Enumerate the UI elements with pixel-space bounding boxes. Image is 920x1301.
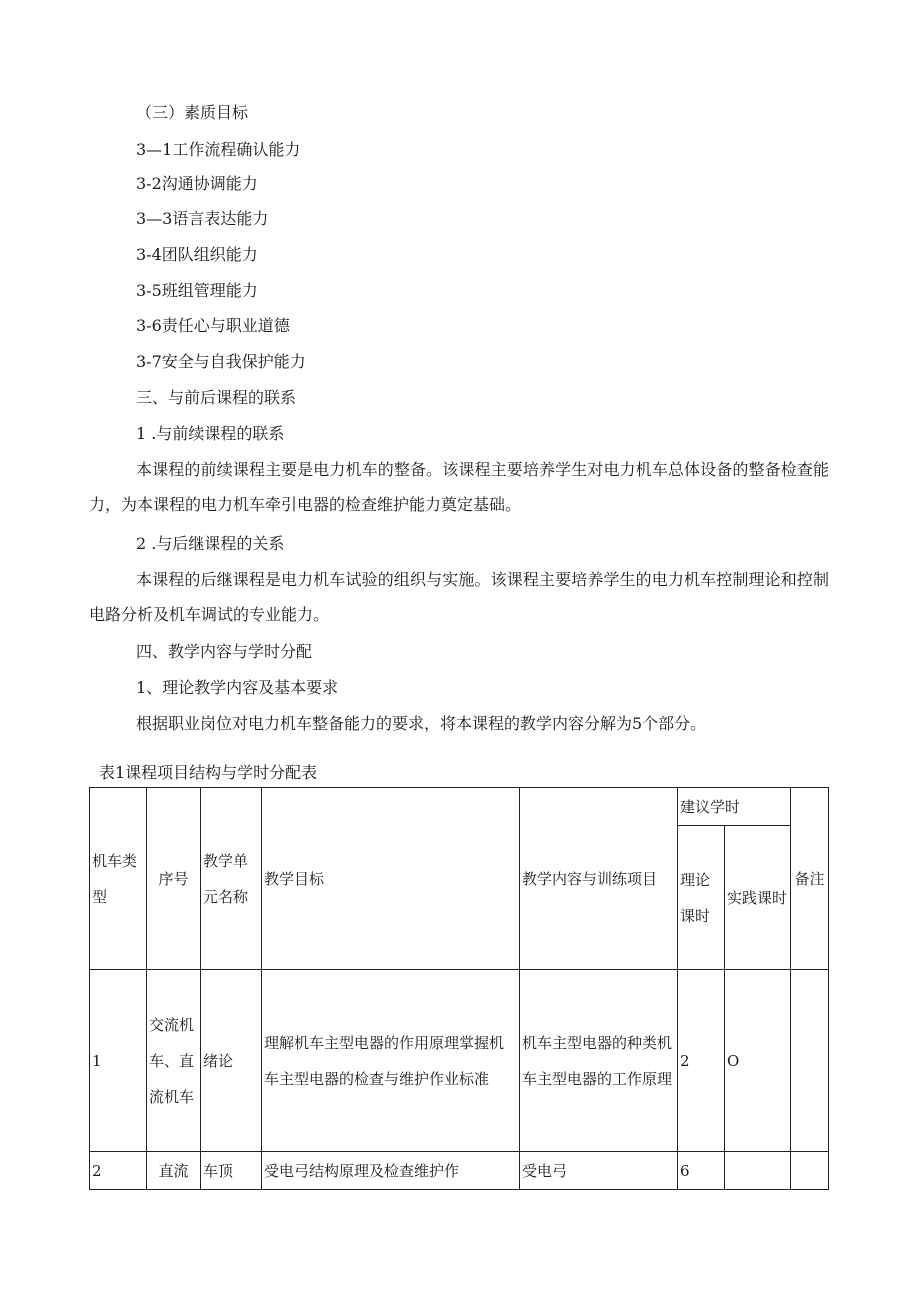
header-teaching-goal: 教学目标	[262, 788, 520, 970]
line-goal-3-4: 3-4团队组织能力	[136, 245, 258, 264]
line-goal-3-6: 3-6责任心与职业道德	[136, 316, 290, 335]
header-practice-hours: 实践课时	[725, 826, 791, 970]
header-locomotive-type: 机车类型	[90, 788, 147, 970]
table-row	[90, 1152, 829, 1190]
header-remark: 备注	[791, 788, 829, 970]
line-goal-3-1: 3—1工作流程确认能力	[136, 140, 301, 159]
section-heading-course-relation: 三、与前后课程的联系	[136, 388, 297, 407]
cell-teaching-content: 受电弓	[520, 1152, 678, 1190]
header-suggested-hours: 建议学时	[678, 788, 791, 826]
course-structure-table	[89, 787, 829, 1190]
paragraph-content-split: 根据职业岗位对电力机车整备能力的要求，将本课程的教学内容分解为5个部分。	[136, 714, 707, 733]
cell-remark	[791, 1152, 829, 1190]
header-teaching-content: 教学内容与训练项目	[520, 788, 678, 970]
cell-theory-hours: 2	[678, 970, 725, 1152]
cell-practice-hours: O	[725, 970, 791, 1152]
table-caption: 表1课程项目结构与学时分配表	[99, 763, 318, 782]
line-goal-3-5: 3-5班组管理能力	[136, 281, 258, 300]
paragraph-prerequisite: 本课程的前续课程主要是电力机车的整备。该课程主要培养学生对电力机车总体设备的整备检查能力，为本课程的电力机车牵引电器的检查维护能力奠定基础。	[89, 460, 829, 514]
cell-teaching-goal: 受电弓结构原理及检查维护作	[262, 1152, 520, 1190]
cell-unit-name: 车顶	[201, 1152, 262, 1190]
header-sequence: 序号	[147, 788, 201, 970]
line-quality-goal-heading: （三）素质目标	[136, 103, 249, 122]
cell-sequence: 1	[90, 970, 147, 1152]
subheading-theory-content: 1、理论教学内容及基本要求	[136, 678, 339, 697]
cell-sequence: 2	[90, 1152, 147, 1190]
cell-teaching-content: 机车主型电器的种类机车主型电器的工作原理	[520, 970, 678, 1152]
cell-theory-hours: 6	[678, 1152, 725, 1190]
subheading-followup: 2 .与后继课程的关系	[136, 534, 285, 553]
table-row	[90, 970, 829, 1152]
cell-remark	[791, 970, 829, 1152]
subheading-prerequisite: 1 .与前续课程的联系	[136, 424, 285, 443]
cell-locomotive-type: 交流机车、直流机车	[147, 970, 201, 1152]
header-theory-hours: 理论课时	[678, 826, 725, 970]
section-heading-teaching-content: 四、教学内容与学时分配	[136, 642, 313, 661]
line-goal-3-7: 3-7安全与自我保护能力	[136, 352, 306, 371]
header-unit-name: 教学单元名称	[201, 788, 262, 970]
line-goal-3-2: 3-2沟通协调能力	[136, 174, 258, 193]
cell-unit-name: 绪论	[201, 970, 262, 1152]
cell-practice-hours	[725, 1152, 791, 1190]
cell-teaching-goal: 理解机车主型电器的作用原理掌握机车主型电器的检查与维护作业标准	[262, 970, 520, 1152]
line-goal-3-3: 3—3语言表达能力	[136, 209, 269, 228]
cell-locomotive-type: 直流	[147, 1152, 201, 1190]
paragraph-followup: 本课程的后继课程是电力机车试验的组织与实施。该课程主要培养学生的电力机车控制理论和控制电路分析及机车调试的专业能力。	[89, 570, 829, 624]
